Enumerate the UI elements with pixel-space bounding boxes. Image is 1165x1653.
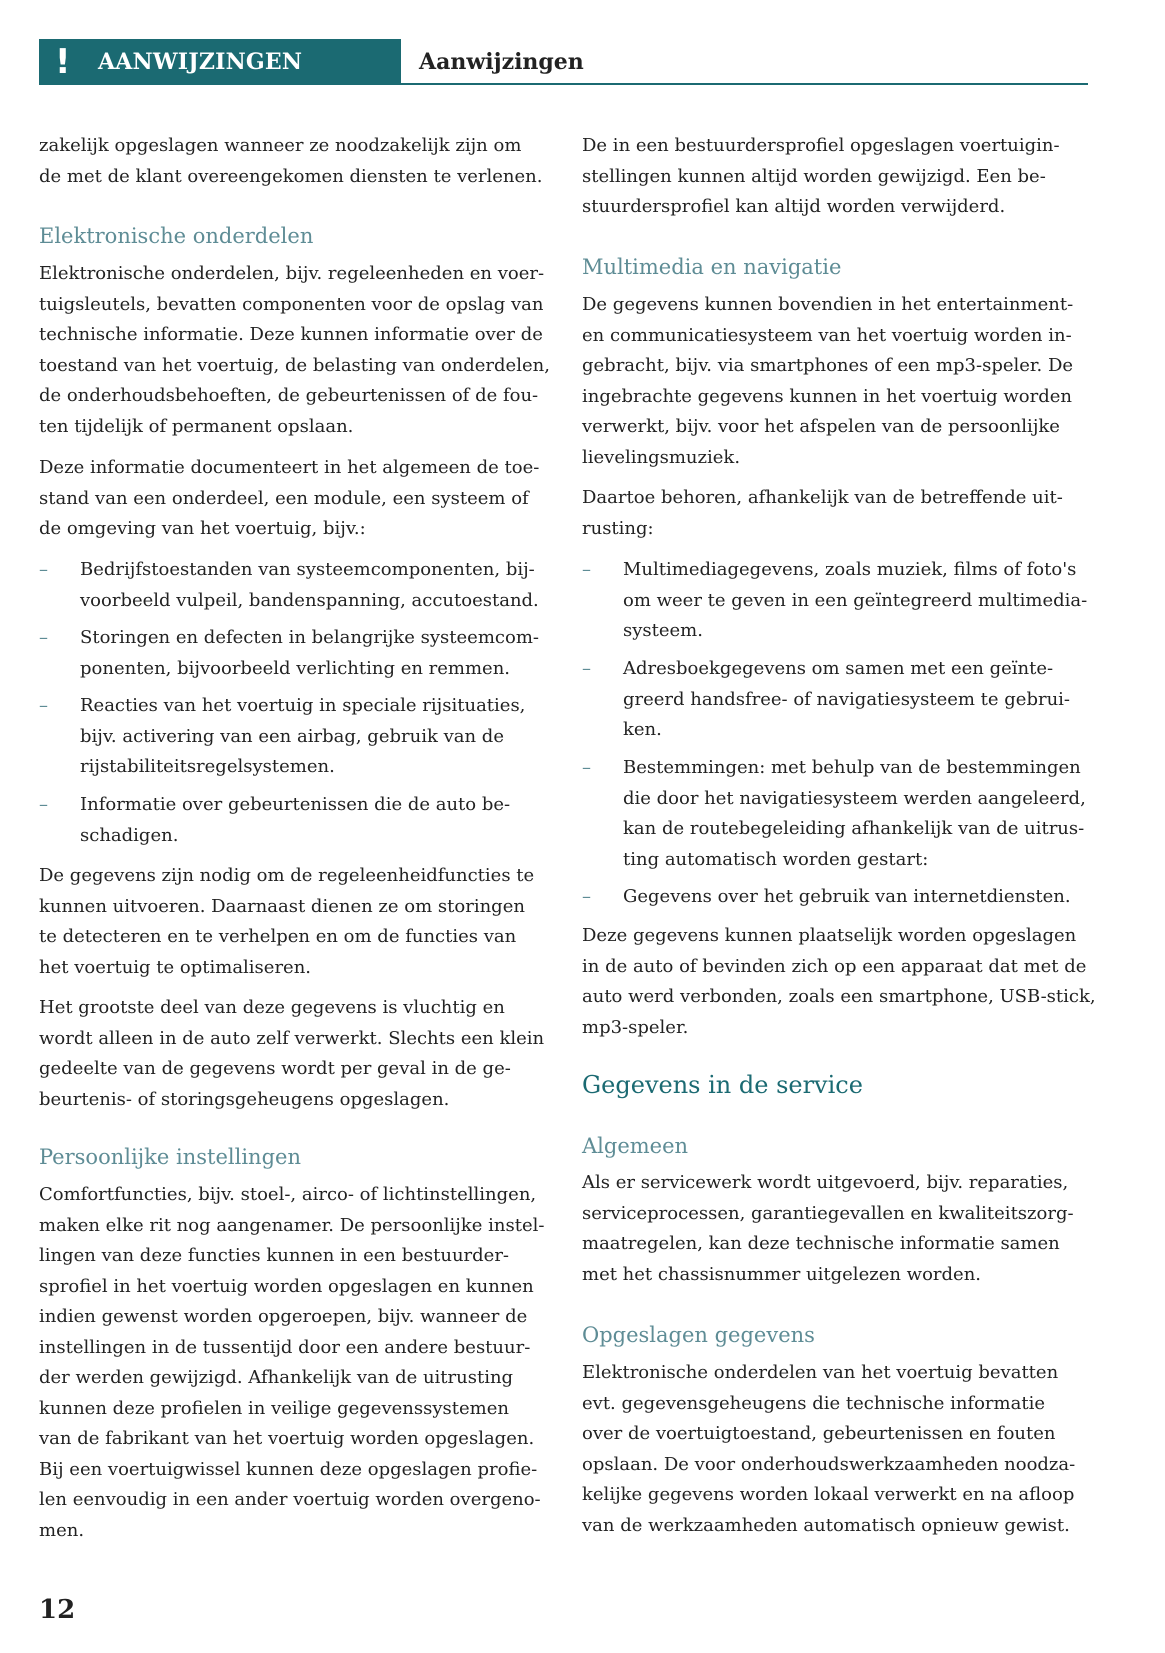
bullet-text: Storingen en defecten in belangrijke systeemcom- [80,627,539,648]
paragraph-line: de met de klant overeengekomen diensten te verlenen. [39,165,543,187]
paragraph-line: Comfortfuncties, bijv. stoel-, airco- of lichtinstellingen, [39,1184,537,1205]
paragraph-line: Het grootste deel van deze gegevens is vluchtig en [39,997,505,1018]
paragraph-line: Deze informatie documenteert in het algemeen de toe- [39,457,540,478]
bullet-text: Gegevens over het gebruik van internetdiensten. [623,886,1071,907]
paragraph-line: met het chassisnummer uitgelezen worden. [582,1263,982,1285]
paragraph-line: sprofiel in het voertuig worden opgeslagen en kunnen [39,1275,534,1297]
paragraph-line: van de fabrikant van het voertuig worden opgeslagen. [39,1428,535,1449]
bullet-text: ponenten, bijvoorbeeld verlichting en remmen. [80,657,511,679]
paragraph-line: over de voertuigtoestand, gebeurtenissen en fouten [582,1423,1056,1444]
paragraph-line: en communicatiesysteem van het voertuig worden in- [582,324,1072,346]
paragraph-line: kunnen uitvoeren. Daarnaast dienen ze om storingen [39,895,525,917]
paragraph-line: lievelingsmuziek. [582,446,741,468]
paragraph-line: evt. gegevensgeheugens die technische informatie [582,1392,1045,1414]
paragraph-line: gedeelte van de gegevens wordt per geval in de ge- [39,1058,511,1079]
bullet-dash: – [582,559,591,580]
paragraph-line: ingebrachte gegevens kunnen in het voertuig worden [582,385,1073,407]
bullet-text: Adresboekgegevens om samen met een geïnte- [623,658,1054,679]
paragraph-line: Elektronische onderdelen van het voertuig bevatten [582,1362,1059,1383]
bullet-text: om weer te geven in een geïntegreerd multimedia- [623,589,1088,611]
paragraph-line: indien gewenst worden opgeroepen, bijv. wanneer de [39,1306,528,1327]
paragraph-line: kelijke gegevens worden lokaal verwerkt en na afloop [582,1484,1075,1505]
paragraph-line: Deze gegevens kunnen plaatselijk worden opgeslagen [582,925,1077,946]
bullet-text: bijv. activering van een airbag, gebruik van de [80,725,504,747]
paragraph-line: wordt alleen in de auto zelf verwerkt. Slechts een klein [39,1027,545,1049]
paragraph-line: Elektronische onderdelen, bijv. regeleenheden en voer- [39,263,545,284]
bullet-text: Bestemmingen: met behulp van de bestemmingen [623,757,1081,778]
paragraph-line: in de auto of bevinden zich op een apparaat dat met de [582,955,1087,977]
paragraph-line: len eenvoudig in een ander voertuig worden overgeno- [39,1489,541,1510]
paragraph-line: maatregelen, kan deze technische informatie samen [582,1233,1060,1254]
paragraph-line: het voertuig te optimaliseren. [39,956,312,978]
bullet-dash: – [582,757,591,778]
paragraph-line: kunnen deze profielen in veilige gegevenssystemen [39,1397,509,1419]
bullet-text: die door het navigatiesysteem werden aangeleerd, [623,787,1086,809]
paragraph-line: gebracht, bijv. via smartphones of een mp3-speler. De [582,355,1074,376]
paragraph-line: rusting: [582,517,654,539]
paragraph-line: Als er servicewerk wordt uitgevoerd, bijv. reparaties, [582,1172,1069,1193]
bullet-text: ting automatisch worden gestart: [623,848,929,870]
header-rule [401,83,1088,85]
bullet-dash: – [39,794,48,815]
paragraph-line: tuigsleutels, bevatten componenten voor de opslag van [39,293,544,315]
paragraph-line: maken elke rit nog aangenamer. De persoonlijke instel- [39,1214,545,1236]
paragraph-line: zakelijk opgeslagen wanneer ze noodzakelijk zijn om [39,135,522,156]
paragraph-line: opslaan. De voor onderhoudswerkzaamheden noodza- [582,1453,1076,1475]
bullet-text: greerd handsfree- of navigatiesysteem te gebrui- [623,688,1071,710]
subheading: Algemeen [582,1134,689,1158]
paragraph-line: Bij een voertuigwissel kunnen deze opgeslagen profie- [39,1458,538,1480]
paragraph-line: stand van een onderdeel, een module, een systeem of [39,487,529,509]
bullet-text: schadigen. [80,824,179,846]
paragraph-line: Daartoe behoren, afhankelijk van de betreffende uit- [582,487,1063,508]
bullet-text: kan de routebegeleiding afhankelijk van de uitrus- [623,818,1085,839]
bullet-text: Informatie over gebeurtenissen die de auto be- [80,794,511,815]
paragraph-line: auto werd verbonden, zoals een smartphone, USB-stick, [582,986,1096,1007]
paragraph-line: technische informatie. Deze kunnen informatie over de [39,324,543,345]
paragraph-line: beurtenis- of storingsgeheugens opgeslagen. [39,1088,450,1110]
page-title: Aanwijzingen [419,49,584,75]
bullet-text: Multimediagegevens, zoals muziek, films of foto's [623,559,1077,580]
bullet-text: rijstabiliteitsregelsystemen. [80,756,335,777]
section-heading: Gegevens in de service [582,1071,863,1099]
paragraph-line: stellingen kunnen altijd worden gewijzigd. Een be- [582,165,1046,187]
paragraph-line: van de werkzaamheden automatisch opnieuw gewist. [582,1514,1070,1536]
bullet-text: Bedrijfstoestanden van systeemcomponenten, bij- [80,559,535,580]
paragraph-line: De gegevens zijn nodig om de regeleenheidfuncties te [39,865,535,886]
bullet-dash: – [582,886,591,907]
paragraph-line: serviceprocessen, garantiegevallen en kwaliteitszorg- [582,1202,1074,1224]
exclamation-icon: ! [55,42,71,82]
paragraph-line: ten tijdelijk of permanent opslaan. [39,415,354,437]
subheading: Persoonlijke instellingen [39,1145,301,1169]
bullet-text: systeem. [623,620,703,641]
paragraph-line: lingen van deze functies kunnen in een bestuurder- [39,1245,510,1266]
bullet-text: ken. [623,719,662,740]
paragraph-line: toestand van het voertuig, de belasting van onderdelen, [39,354,550,376]
subheading: Multimedia en navigatie [582,255,842,279]
paragraph-line: te detecteren en te verhelpen en om de functies van [39,926,517,947]
paragraph-line: de omgeving van het voertuig, bijv.: [39,518,366,539]
paragraph-line: De gegevens kunnen bovendien in het entertainment- [582,294,1074,315]
section-tab-title: AANWIJZINGEN [98,49,303,75]
subheading: Opgeslagen gegevens [582,1323,815,1347]
paragraph-line: der werden gewijzigd. Afhankelijk van de uitrusting [39,1367,514,1388]
paragraph-line: instellingen in de tussentijd door een andere bestuur- [39,1336,531,1358]
subheading: Elektronische onderdelen [39,224,314,248]
bullet-text: voorbeeld vulpeil, bandenspanning, accutoestand. [80,589,539,611]
paragraph-line: men. [39,1519,85,1541]
bullet-dash: – [39,695,48,716]
paragraph-line: stuurdersprofiel kan altijd worden verwijderd. [582,196,1006,217]
bullet-dash: – [39,559,48,580]
paragraph-line: mp3-speler. [582,1016,689,1038]
bullet-dash: – [582,658,591,679]
page-number: 12 [39,1595,76,1625]
paragraph-line: De in een bestuurdersprofiel opgeslagen voertuigin- [582,135,1060,156]
paragraph-line: de onderhoudsbehoeften, de gebeurtenissen of de fou- [39,385,539,406]
bullet-text: Reacties van het voertuig in speciale rijsituaties, [80,695,526,716]
paragraph-line: verwerkt, bijv. voor het afspelen van de persoonlijke [582,416,1060,437]
bullet-dash: – [39,627,48,648]
